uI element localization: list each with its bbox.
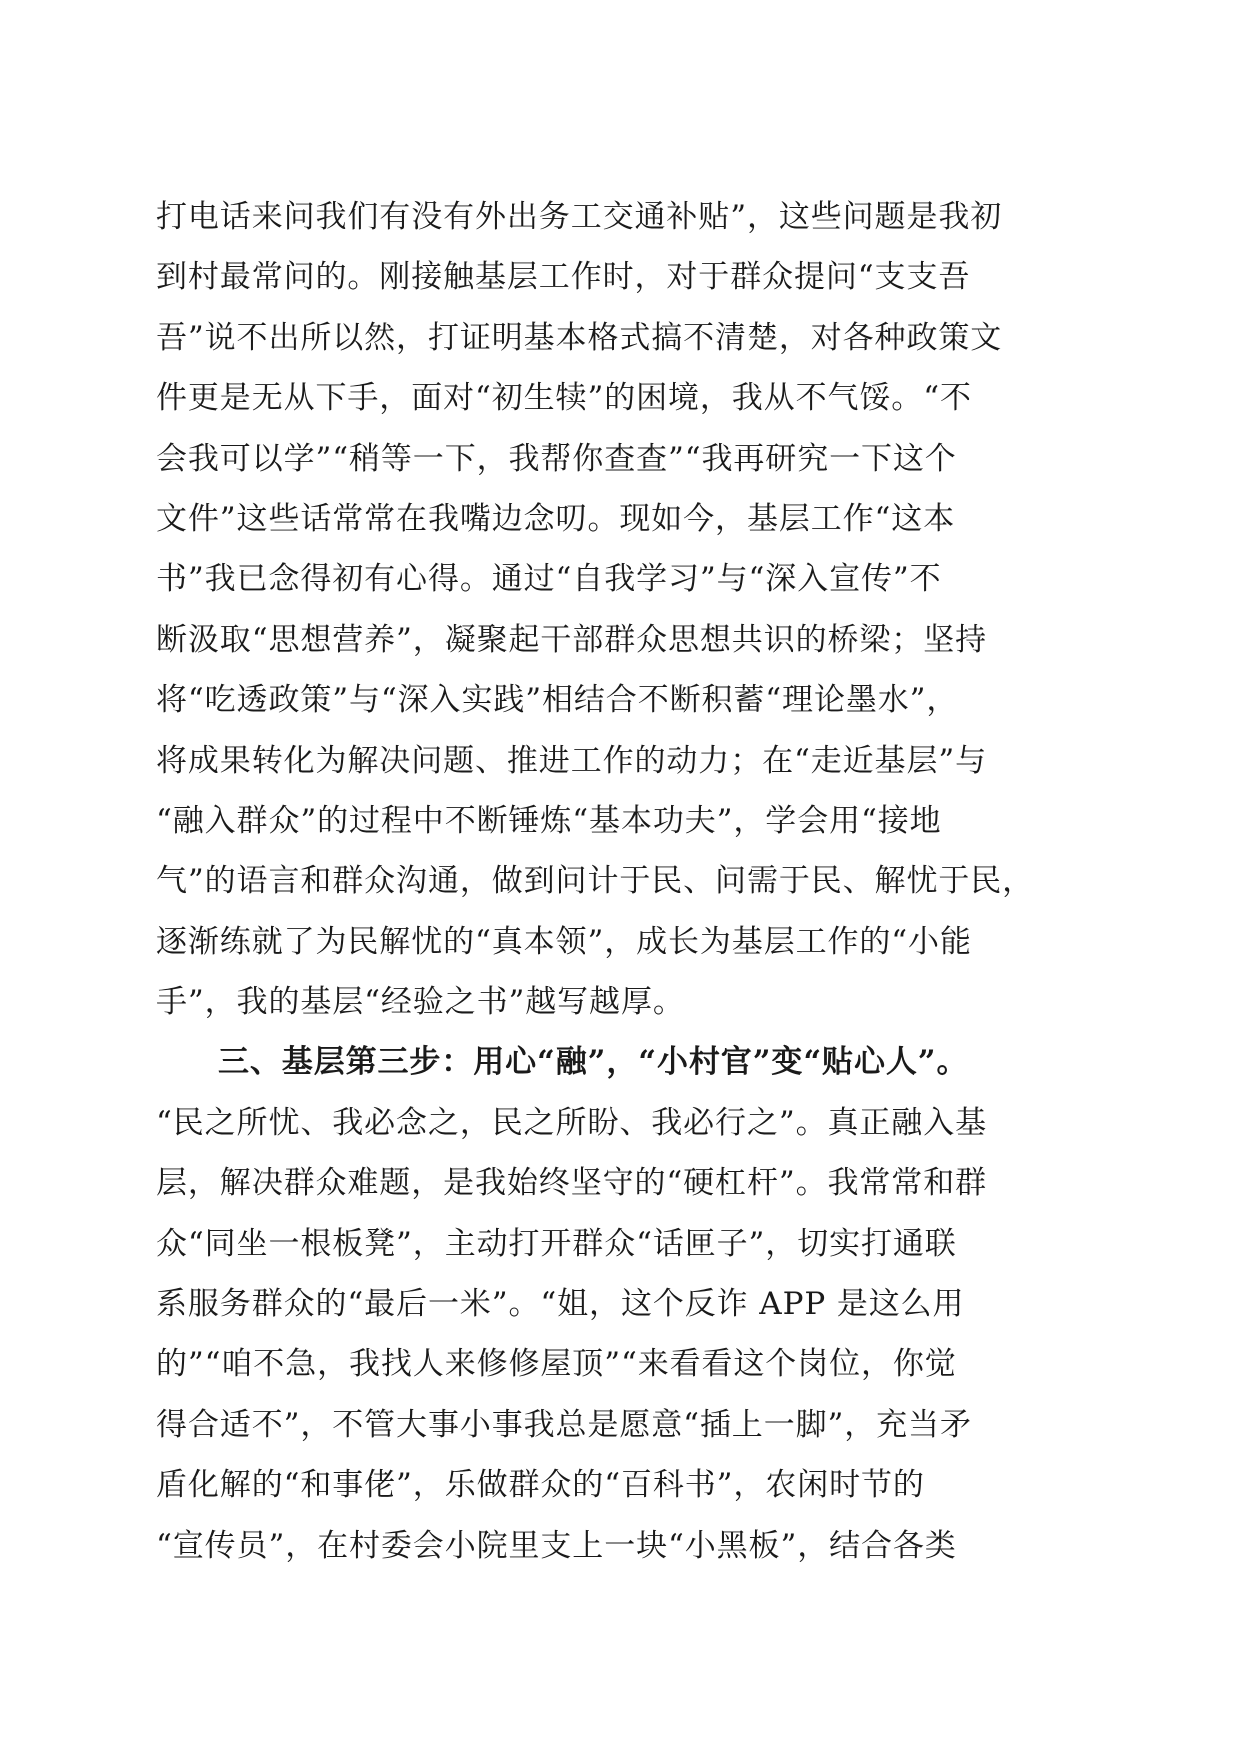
paragraph-line: 文件”这些话常常在我嘴边念叨。现如今，基层工作“这本 <box>156 500 956 537</box>
paragraph-line: 会我可以学”“稍等一下，我帮你查查”“我再研究一下这个 <box>156 440 957 477</box>
paragraph-line: 打电话来问我们有没有外出务工交通补贴”，这些问题是我初 <box>156 199 1003 235</box>
paragraph-line: 系服务群众的“最后一米”。“姐，这个反诈 APP 是这么用 <box>156 1286 965 1323</box>
paragraph-line: 断汲取“思想营养”，凝聚起干部群众思想共识的桥梁；坚持 <box>156 621 987 658</box>
paragraph-line: 书”我已念得初有心得。通过“自我学习”与“深入宣传”不 <box>156 561 942 598</box>
section-heading: 三、基层第三步：用心“融”，“小村官”变“贴心人”。 <box>218 1044 969 1081</box>
paragraph-line: 盾化解的“和事佬”，乐做群众的“百科书”，农闲时节的 <box>156 1467 925 1504</box>
paragraph-line: 到村最常问的。刚接触基层工作时，对于群众提问“支支吾 <box>156 259 971 296</box>
paragraph-line: 吾”说不出所以然，打证明基本格式搞不清楚，对各种政策文 <box>156 319 1003 356</box>
paragraph-line: “融入群众”的过程中不断锤炼“基本功夫”，学会用“接地 <box>156 802 942 839</box>
paragraph-line: “宣传员”，在村委会小院里支上一块“小黑板”，结合各类 <box>156 1527 957 1564</box>
paragraph-line: 逐渐练就了为民解忧的“真本领”，成长为基层工作的“小能 <box>156 923 972 960</box>
paragraph-line: 得合适不”，不管大事小事我总是愿意“插上一脚”，充当矛 <box>156 1406 972 1443</box>
paragraph-line: 众“同坐一根板凳”，主动打开群众“话匣子”，切实打通联 <box>156 1225 957 1262</box>
paragraph-line: 的”“咱不急，我找人来修修屋顶”“来看看这个岗位，你觉 <box>156 1346 957 1383</box>
paragraph-line: 层，解决群众难题，是我始终坚守的“硬杠杆”。我常常和群 <box>156 1165 987 1202</box>
paragraph-line: 将成果转化为解决问题、推进工作的动力；在“走近基层”与 <box>156 742 987 779</box>
paragraph-line: 气”的语言和群众沟通，做到问计于民、问需于民、解忧于民， <box>156 863 1035 900</box>
paragraph-line: “民之所忧、我必念之，民之所盼、我必行之”。真正融入基 <box>156 1104 987 1141</box>
paragraph-line: 将“吃透政策”与“深入实践”相结合不断积蓄“理论墨水”， <box>156 682 959 719</box>
paragraph-line: 手”，我的基层“经验之书”越写越厚。 <box>156 984 685 1021</box>
paragraph-line: 件更是无从下手，面对“初生犊”的困境，我从不气馁。“不 <box>156 380 972 417</box>
body-text <box>156 187 1096 1576</box>
